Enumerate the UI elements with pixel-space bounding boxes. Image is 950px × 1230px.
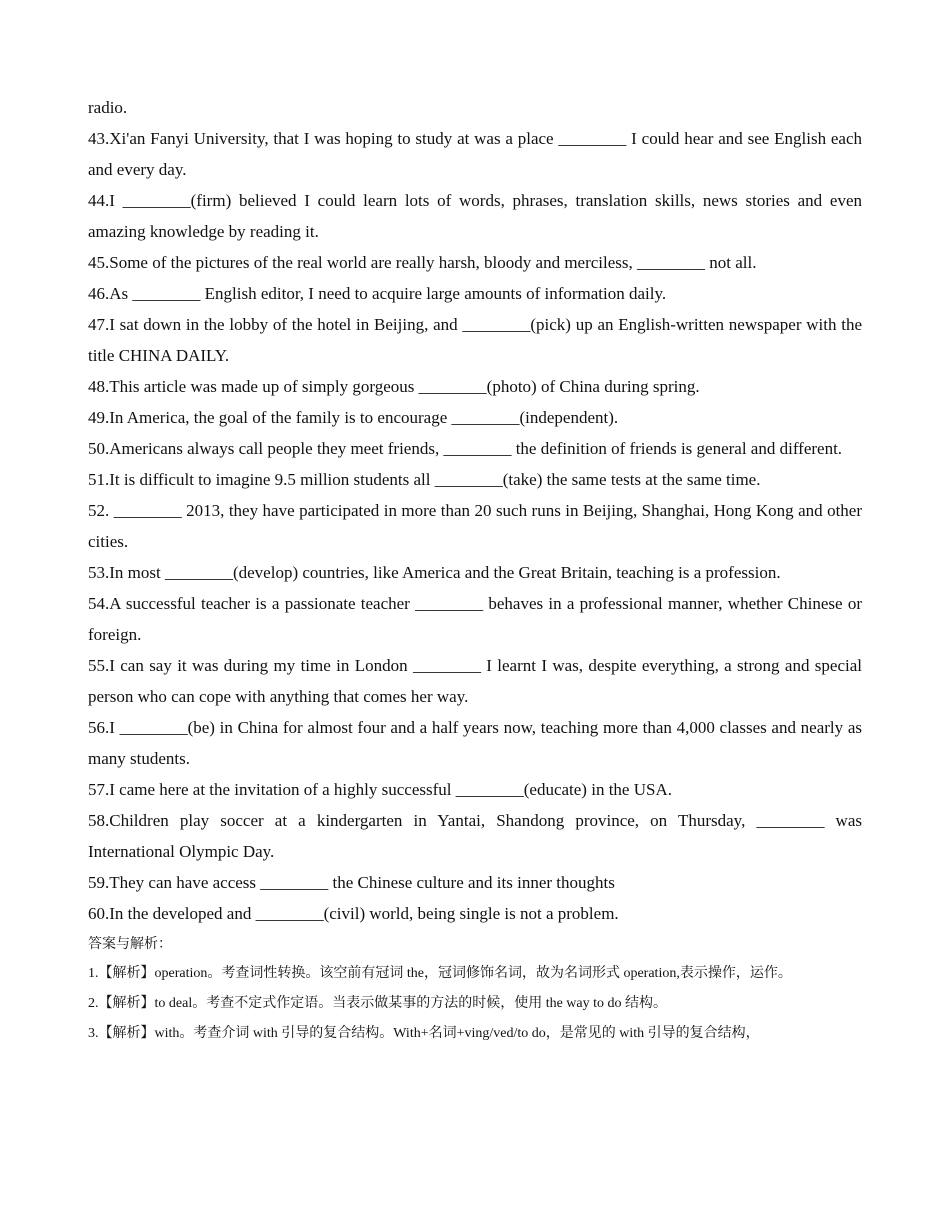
question-item: 57.I came here at the invitation of a highly successful ________(educate) in the USA. bbox=[88, 780, 672, 799]
question-item: 45.Some of the pictures of the real world are really harsh, bloody and merciless, ________ not all. bbox=[88, 253, 757, 272]
answer-item: 1.【解析】operation。考查词性转换。该空前有冠词 the，冠词修饰名词，故为名词形式 operation,表示操作，运作。 bbox=[88, 966, 792, 981]
question-item: 60.In the developed and ________(civil) world, being single is not a problem. bbox=[88, 904, 619, 923]
question-item: 48.This article was made up of simply gorgeous ________(photo) of China during spring. bbox=[88, 377, 700, 396]
question-item: 51.It is difficult to imagine 9.5 million students all ________(take) the same tests at the same time. bbox=[88, 470, 761, 489]
question-item: 50.Americans always call people they meet friends, ________ the definition of friends is general and different. bbox=[88, 439, 843, 458]
document-body bbox=[88, 92, 862, 1047]
answer-item: 2.【解析】to deal。考查不定式作定语。当表示做某事的方法的时候，使用 the way to do 结构。 bbox=[88, 996, 668, 1011]
question-item: 54.A successful teacher is a passionate teacher ________ behaves in a professional manner, whether Chinese or foreign. bbox=[88, 594, 862, 644]
question-item: 55.I can say it was during my time in London ________ I learnt I was, despite everything, a strong and special person who can cope with anything that comes her way. bbox=[88, 656, 862, 706]
question-item: 58.Children play soccer at a kindergarten in Yantai, Shandong province, on Thursday, ________ was International Olympic Day. bbox=[88, 811, 862, 861]
question-item: 46.As ________ English editor, I need to acquire large amounts of information daily. bbox=[88, 284, 667, 303]
question-item: 56.I ________(be) in China for almost four and a half years now, teaching more than 4,000 classes and nearly as many students. bbox=[88, 718, 862, 768]
question-item: 49.In America, the goal of the family is to encourage ________(independent). bbox=[88, 408, 619, 427]
answer-item: 3.【解析】with。考查介词 with 引导的复合结构。With+名词+ving/ved/to do，是常见的 with 引导的复合结构， bbox=[88, 1026, 760, 1041]
question-item: 43.Xi'an Fanyi University, that I was hoping to study at was a place ________ I could hear and see English each and every day. bbox=[88, 129, 862, 179]
question-item: 44.I ________(firm) believed I could learn lots of words, phrases, translation skills, news stories and even amazing knowledge by reading it. bbox=[88, 191, 862, 241]
question-item: 59.They can have access ________ the Chinese culture and its inner thoughts bbox=[88, 873, 615, 892]
question-item: 47.I sat down in the lobby of the hotel in Beijing, and ________(pick) up an English-written newspaper with the title CHINA DAILY. bbox=[88, 315, 862, 365]
question-item: radio. bbox=[88, 98, 128, 117]
question-item: 53.In most ________(develop) countries, like America and the Great Britain, teaching is a profession. bbox=[88, 563, 781, 582]
answers-heading: 答案与解析： bbox=[88, 936, 172, 952]
question-item: 52. ________ 2013, they have participated in more than 20 such runs in Beijing, Shanghai, Hong Kong and other cities. bbox=[88, 501, 862, 551]
